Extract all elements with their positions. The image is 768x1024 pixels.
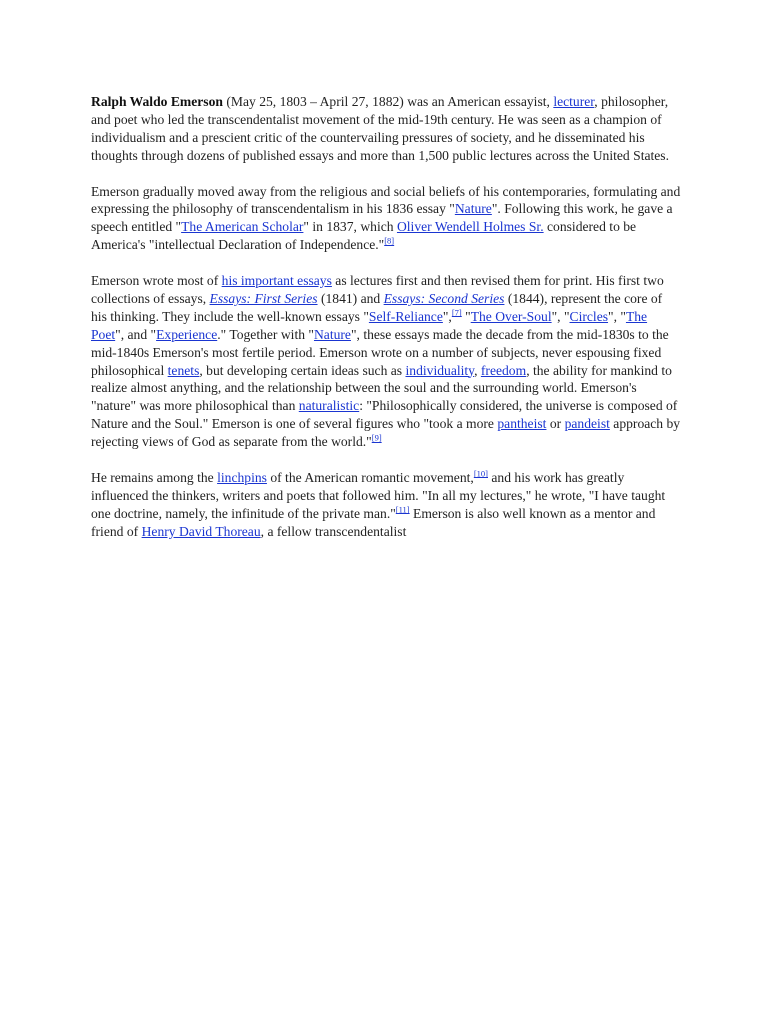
link-self-reliance[interactable]: Self-Reliance — [368, 308, 443, 324]
link-oliver-wendell-holmes-sr[interactable]: Oliver Wendell Holmes Sr. — [396, 219, 544, 235]
citation-ref — [474, 468, 488, 478]
citation-link[interactable]: [11] — [395, 504, 410, 515]
link-freedom[interactable]: freedom — [480, 362, 527, 378]
text-run: and his work has greatly influenced the thinkers, writers and poets that followed him. "In all my lectures," he wrote, "I have taught one doctrine, namely, the infinitude of the private man." — [91, 469, 666, 521]
link-pandeist[interactable]: pandeist — [564, 416, 610, 432]
text-run: ", " — [608, 308, 626, 324]
text-run: , philosopher, and poet who led the transcendentalist movement of the mid-19th century. He was seen as a champion of individualism and a prescient critic of the countervailing pressures of society, and he disseminated his thoughts through dozens of published essays and more than 1,500 public lectures across the United States. — [91, 94, 669, 163]
text-run: considered to be America's "intellectual Declaration of Independence." — [91, 219, 637, 253]
citation-link[interactable]: [10] — [473, 468, 488, 479]
text-run: as lectures first and then revised them for print. His first two collections of essays, — [91, 273, 664, 306]
link-the-over-soul[interactable]: The Over-Soul — [470, 308, 552, 324]
subject-name: Ralph Waldo Emerson — [91, 94, 223, 109]
link-lecturer[interactable]: lecturer — [553, 94, 595, 109]
text-run: ", " — [551, 308, 570, 324]
paragraph-4 — [91, 469, 681, 541]
citation-ref — [452, 307, 462, 317]
document-body — [91, 93, 681, 559]
text-run: ", and " — [115, 326, 157, 342]
citation-link[interactable]: [7] — [451, 307, 462, 318]
text-run: ." Together with " — [217, 326, 314, 342]
link-pantheist[interactable]: pantheist — [497, 416, 547, 432]
text-run: (May 25, 1803 – April 27, 1882) was an American essayist, — [222, 94, 554, 109]
text-run: Emerson gradually moved away from the religious and social beliefs of his contemporaries, formulating and expressing the philosophy of transcendentalism in his 1836 essay " — [91, 183, 681, 217]
text-run: (1844), represent the core of his thinking. They include the well-known essays " — [91, 290, 663, 324]
link-tenets[interactable]: tenets — [167, 362, 200, 378]
text-run: ", — [442, 308, 452, 324]
text-run: " — [461, 308, 471, 324]
citation-link[interactable]: [9] — [371, 432, 382, 443]
text-run: ", these essays made the decade from the mid-1830s to the mid-1840s Emerson's most fertile period. Emerson wrote on a number of subjects, never espousing fixed philosophical — [91, 326, 669, 378]
text-run: or — [546, 416, 565, 432]
text-run: Emerson wrote most of — [91, 273, 222, 289]
link-his-important-essays[interactable]: his important essays — [221, 273, 332, 289]
citation-ref — [372, 433, 382, 443]
text-run: , a fellow transcendentalist — [260, 523, 407, 539]
text-run: , but developing certain ideas such as — [199, 362, 406, 378]
link-nature[interactable]: Nature — [454, 201, 492, 217]
paragraph-1 — [91, 93, 681, 165]
link-experience[interactable]: Experience — [156, 326, 218, 342]
text-run: (1841) and — [317, 290, 384, 306]
text-run: , the ability for mankind to realize almost anything, and the relationship between the soul and the surrounding world. Emerson's "nature" was more philosophical than — [91, 362, 672, 414]
text-run: : "Philosophically considered, the universe is composed of Nature and the Soul." Emerson is one of several figures who "took a more — [91, 398, 678, 432]
text-run: Emerson is also well known as a mentor and friend of — [91, 505, 656, 539]
link-henry-david-thoreau[interactable]: Henry David Thoreau — [141, 523, 261, 539]
link-nature[interactable]: Nature — [313, 326, 351, 342]
text-run: " in 1837, which — [303, 219, 397, 235]
paragraph-3 — [91, 272, 681, 451]
text-run: He remains among the — [91, 469, 218, 485]
citation-ref — [396, 504, 410, 514]
link-the-poet[interactable]: The Poet — [91, 308, 648, 342]
link-essays-first-series[interactable]: Essays: First Series — [209, 290, 318, 306]
citation-ref — [384, 236, 394, 246]
link-linchpins[interactable]: linchpins — [217, 469, 267, 485]
link-the-american-scholar[interactable]: The American Scholar — [181, 219, 304, 235]
text-run: approach by rejecting views of God as separate from the world." — [91, 416, 681, 450]
citation-link[interactable]: [8] — [384, 235, 395, 246]
link-individuality[interactable]: individuality — [405, 362, 475, 378]
link-naturalistic[interactable]: naturalistic — [298, 398, 360, 414]
link-essays-second-series[interactable]: Essays: Second Series — [383, 290, 505, 306]
text-run: , — [474, 362, 481, 378]
text-run: ". Following this work, he gave a speech entitled " — [91, 201, 673, 235]
text-run: of the American romantic movement, — [266, 469, 474, 485]
link-circles[interactable]: Circles — [569, 308, 609, 324]
paragraph-2 — [91, 183, 681, 255]
